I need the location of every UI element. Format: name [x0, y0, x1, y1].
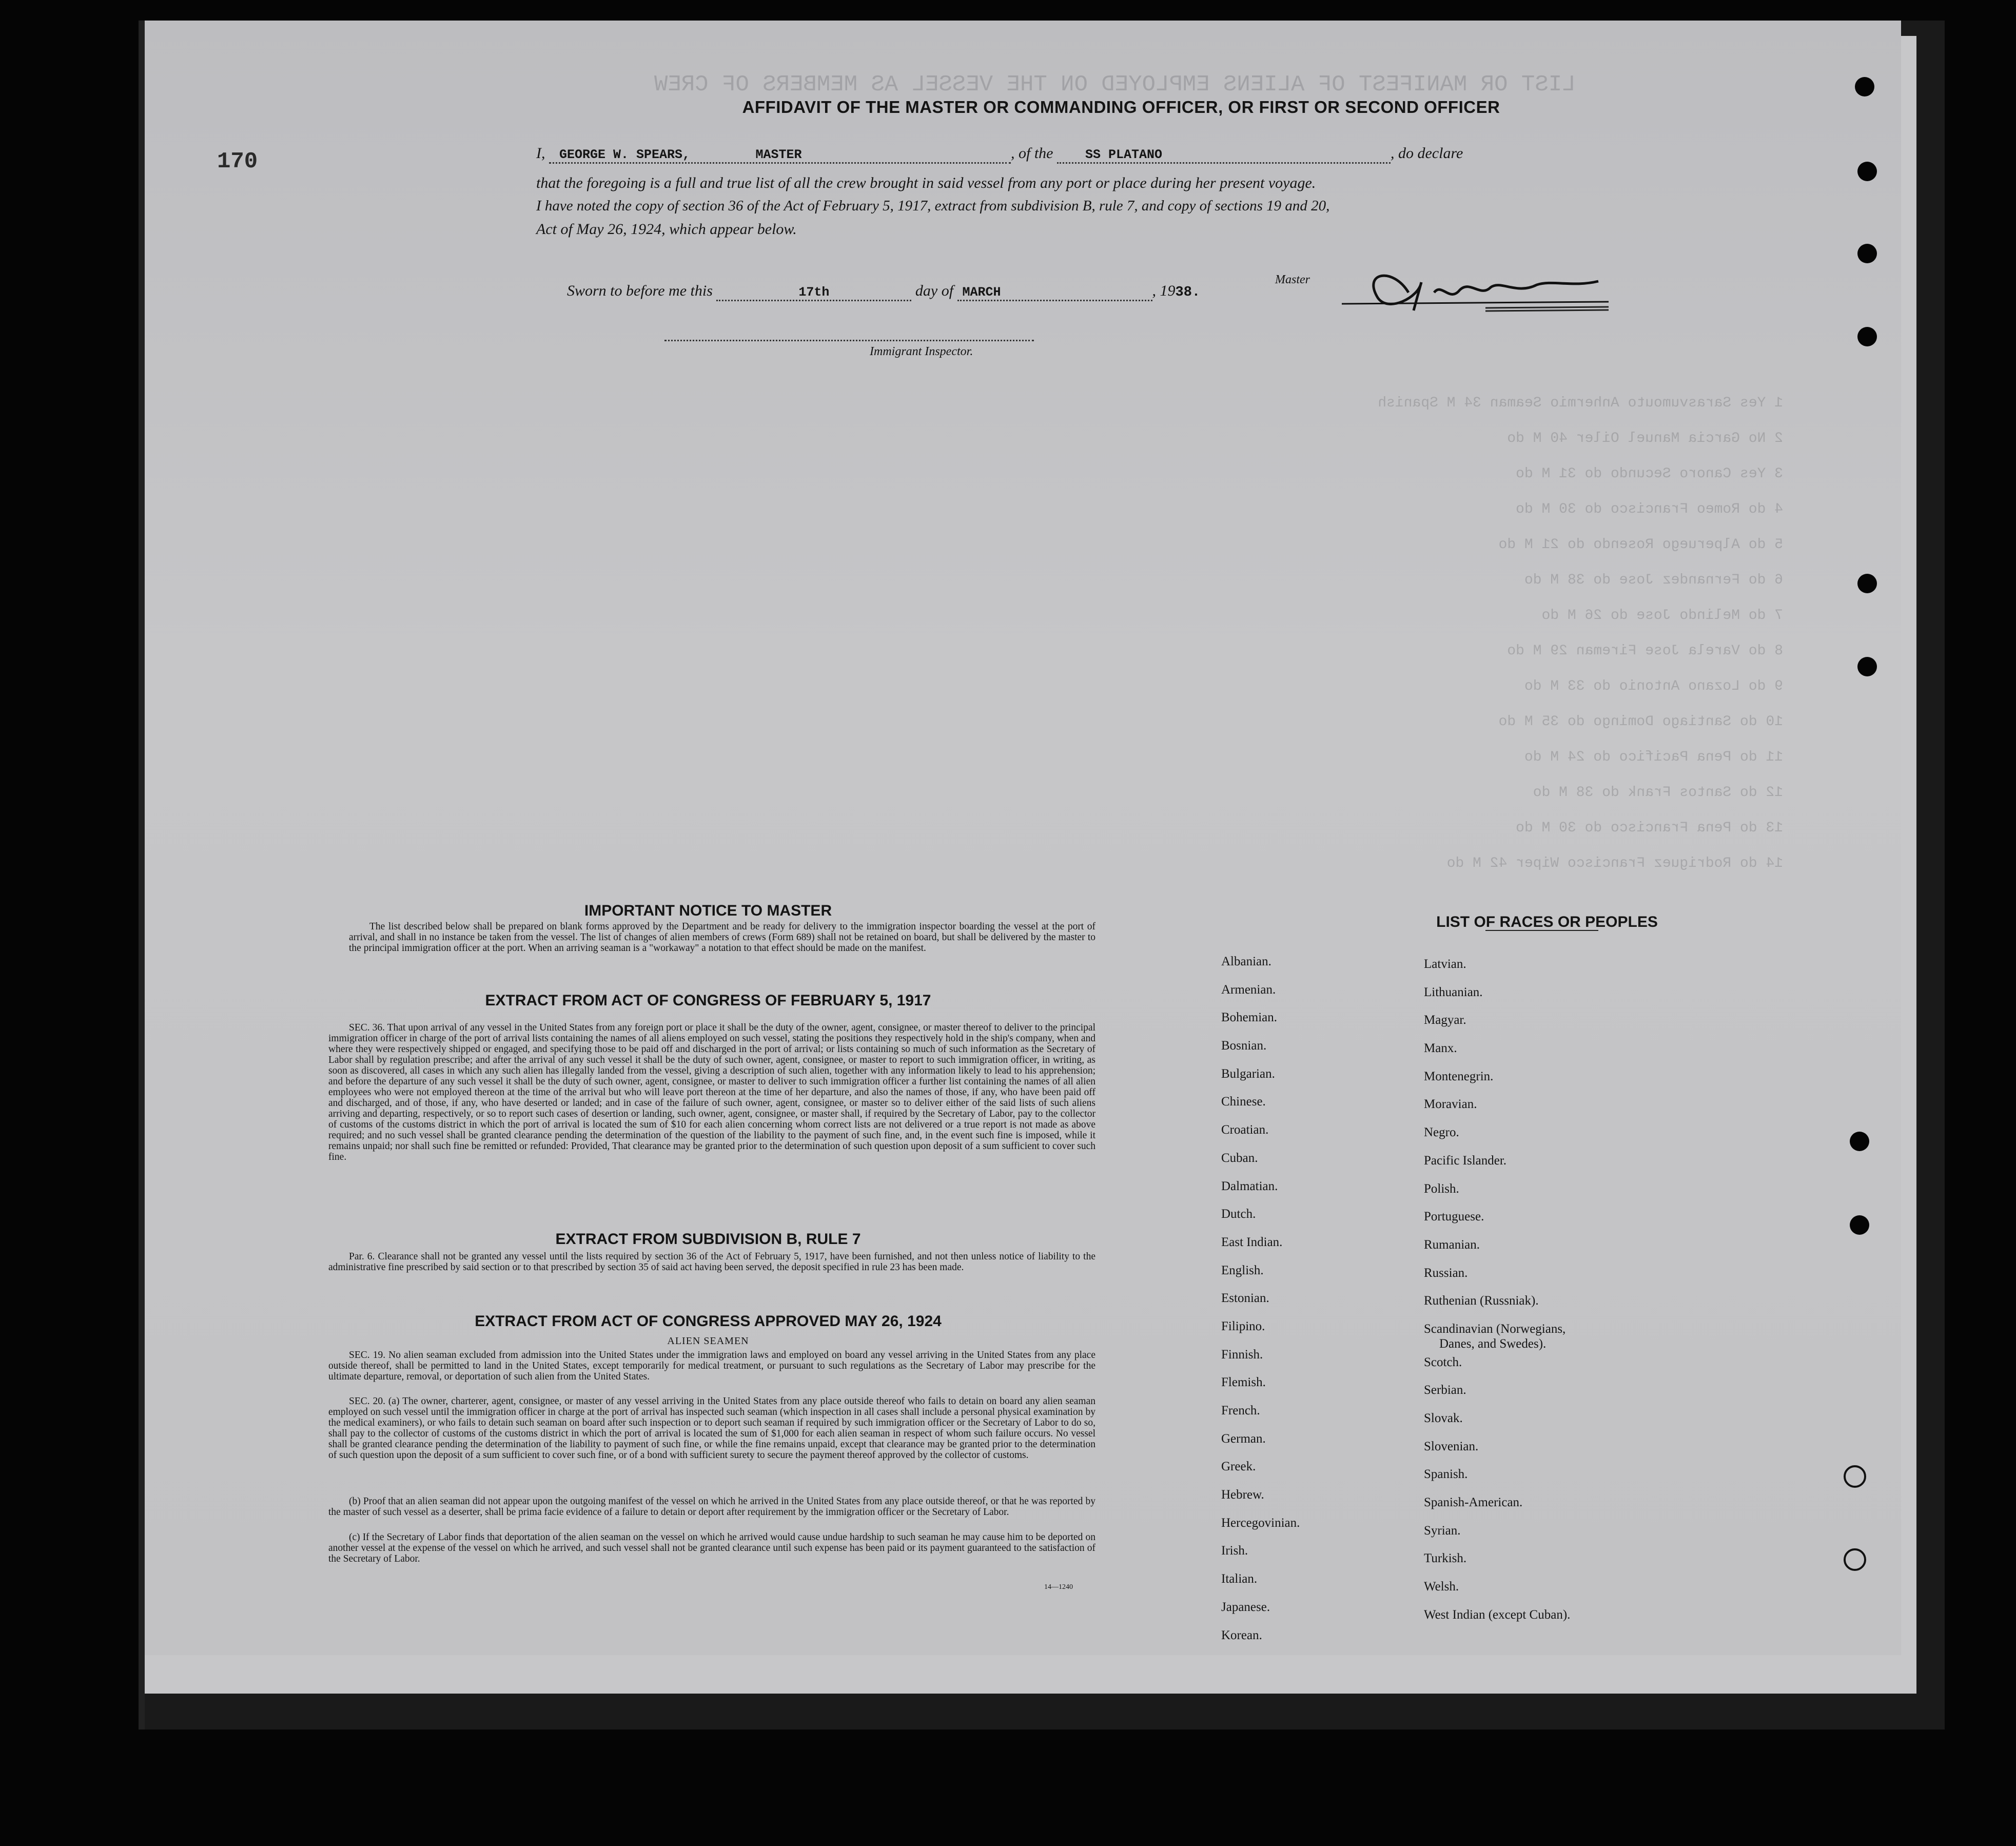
extract-1924-subtitle: ALIEN SEAMEN [667, 1335, 749, 1347]
bleed-through-row: 13 do Pena Francisco do 30 M do [1516, 820, 1783, 836]
race-item: Moravian. [1424, 1097, 1477, 1112]
race-item: Spanish-American. [1424, 1495, 1523, 1510]
affidavit-prefix: I, [536, 145, 545, 162]
bleed-through-row: 2 No Garcia Manuel Oiler 40 M do [1507, 431, 1783, 446]
bleed-through-row: 12 do Santos Frank do 38 M do [1533, 785, 1783, 801]
sworn-day-field [716, 282, 911, 301]
race-item: Greek. [1221, 1460, 1256, 1474]
sworn-month-value: MARCH [962, 285, 1001, 300]
race-item: Spanish. [1424, 1467, 1468, 1482]
race-item: Filipino. [1221, 1319, 1265, 1333]
races-right-column [1424, 957, 1570, 1636]
race-item: Scotch. [1424, 1355, 1462, 1369]
race-item: Negro. [1424, 1125, 1459, 1140]
binding-hole-8 [1850, 1215, 1869, 1235]
race-item: Scandinavian (Norwegians, [1424, 1322, 1566, 1336]
sworn-month-field [957, 282, 1152, 301]
affidavit-line-2: that the foregoing is a full and true list of all the crew brought in said vessel from any port or place during her present voyage. [536, 174, 1316, 191]
race-item: Latvian. [1424, 957, 1466, 971]
extract-1924-title: EXTRACT FROM ACT OF CONGRESS APPROVED MAY 26, 1924 [475, 1313, 942, 1330]
race-item: Estonian. [1221, 1291, 1269, 1306]
race-item: Rumanian. [1424, 1237, 1480, 1252]
day-of-label: day of [915, 282, 954, 299]
race-item: Bosnian. [1221, 1039, 1267, 1053]
race-item: Cuban. [1221, 1151, 1258, 1165]
master-signature [1332, 262, 1619, 318]
bleed-through-row: 14 do Rodriguez Francisco Wiper 42 M do [1446, 856, 1783, 871]
race-item: Armenian. [1221, 982, 1276, 997]
race-item: Polish. [1424, 1181, 1459, 1196]
bleed-through-row: 10 do Santiago Domingo do 35 M do [1498, 714, 1783, 730]
race-item: West Indian (except Cuban). [1424, 1607, 1571, 1622]
binding-hole-2 [1857, 162, 1877, 181]
race-item: Japanese. [1221, 1600, 1270, 1614]
binding-hole-1 [1855, 77, 1874, 96]
bleed-through-row: 6 do Fernandez Jose do 38 M do [1524, 572, 1783, 588]
race-item: Slovak. [1424, 1411, 1463, 1425]
page-number: 170 [217, 149, 258, 174]
race-item: Serbian. [1424, 1383, 1466, 1397]
extract-1924-sec20c: (c) If the Secretary of Labor finds that deportation of the alien seaman on the vessel on which he arrived would cause undue hardship to such seaman he may cause him to be deported on another vessel at the expense of the vessel on which he arrived, and such vessel shall not be granted clearance until such expense has been paid or its payment guaranteed to the satisfaction of the Secretary of Labor. [328, 1532, 1095, 1564]
affidavit-line-4: Act of May 26, 1924, which appear below. [536, 221, 797, 238]
race-item: Manx. [1424, 1041, 1457, 1056]
extract-1917-title: EXTRACT FROM ACT OF CONGRESS OF FEBRUARY 5, 1917 [485, 992, 931, 1009]
bleed-through-row: 8 do Varela Jose Fireman 29 M do [1507, 643, 1783, 659]
race-item: Hercegovinian. [1221, 1515, 1300, 1530]
races-title-rule [1485, 930, 1598, 931]
race-item: Slovenian. [1424, 1439, 1479, 1453]
race-item: English. [1221, 1263, 1264, 1277]
binding-hole-3 [1857, 244, 1877, 263]
races-list-title: LIST OF RACES OR PEOPLES [1436, 914, 1658, 930]
binding-hole-10 [1844, 1548, 1866, 1571]
manifest-page [141, 21, 1901, 1655]
binding-hole-9 [1844, 1465, 1866, 1488]
bleed-through-row: 4 do Romeo Francisco do 30 M do [1516, 501, 1783, 517]
of-the-label: , of the [1011, 145, 1053, 162]
extract-1917-body: SEC. 36. That upon arrival of any vessel in the United States from any foreign port or place it shall be the duty of the owner, agent, consignee, or master thereof to deliver to the principal immigration officer in charge of the port of arrival lists containing the names of all aliens employed on such vessel, stating the positions they respectively hold in the ship's company, when and where they were respectively shipped or engaged, and specifying those to be paid off and discharged in the port of arrival; or lists containing so much of such information as the Secretary of Labor shall by regulation prescribe; and after the arrival of any such vessel it shall be the duty of such owner, agent, consignee, or master to report to such immigration officer, in writing, as soon as discovered, all cases in which any such alien has illegally landed from the vessel, giving a description of such alien, together with any information likely to lead to his apprehension; and before the departure of any such vessel it shall be the duty of such owner, agent, consignee, or master to deliver to such immigration officer a further list containing the names of all alien employees who were not employed thereon at the time of the arrival but who will leave port thereon at the time of her departure, and also the names of those, if any, who have been paid off and discharged, and of those, if any, who have deserted or landed; and in case of the failure of such owner, agent, consignee, or master so to deliver either of the said lists of such aliens arriving and departing, respectively, or so to report such cases of desertion or landing, such owner, agent, consignee, or master shall, if required by the Secretary of Labor, pay to the collector of customs of the customs district in which the port of arrival is located the sum of $10 for each alien concerning whom correct lists are not delivered or a true report is not made as above required; and no such vessel shall be granted clearance pending the determination of the question of the liability to the payment of such fine, and, in the event such fine is imposed, while it remains unpaid; nor shall such fine be remitted or refunded: Provided, That clearance may be granted prior to the determination of such question upon deposit of a sum sufficient to cover such fine. [328, 1022, 1095, 1162]
race-item: Pacific Islander. [1424, 1153, 1507, 1168]
extract-1924-sec19: SEC. 19. No alien seaman excluded from admission into the United States under the immigration laws and employed on board any vessel arriving in the United States from any place outside thereof, shall be permitted to land in the United States, except temporarily for medical treatment, or pursuant to such regulations as the Secretary of Labor may prescribe for the ultimate departure, removal, or deportation of such alien from the United States. [328, 1350, 1095, 1382]
form-number: 14—1240 [1044, 1583, 1073, 1591]
sworn-year-value: 38. [1175, 285, 1201, 300]
race-item: Irish. [1221, 1544, 1248, 1558]
extract-1924-sec20b: (b) Proof that an alien seaman did not appear upon the outgoing manifest of the vessel on which he arrived in the United States from any place outside thereof, or that he was reported by the master of such vessel as a deserter, shall be prima facie evidence of a failure to detain or deport after requirement by the immigration officer or the Secretary of Labor. [328, 1496, 1095, 1518]
master-rank-value: MASTER [755, 147, 802, 162]
race-item: Bohemian. [1221, 1011, 1278, 1025]
extract-1924-sec20a: SEC. 20. (a) The owner, charterer, agent, consignee, or master of any vessel arriving in the United States from any place outside thereof who fails to detain on board any alien seaman employed on such vessel until the immigration officer in charge at the port of arrival has inspected such seaman (which inspection in all cases shall include a personal physical examination by the medical examiners), or who fails to detain such seaman on board after such inspection or to deport such seaman if required by such immigration officer or the Secretary of Labor to do so, shall pay to the collector of customs of the customs district in which the port of arrival is located the sum of $1,000 for each alien seaman in respect of whom such failure occurs. No vessel shall be granted clearance pending the determination of the liability to payment of such fine, or while the fine remains unpaid, except that clearance may be granted prior to the determination of such question upon the deposit of a sum sufficient to cover such fine, or of a bond with sufficient surety to secure the payment thereof approved by the collector of customs. [328, 1396, 1095, 1461]
affidavit-declaration-line [536, 145, 1463, 164]
bleed-through-header: LIST OR MANIFEST OF ALIENS EMPLOYED ON THE VESSEL AS MEMBERS OF CREW [654, 72, 1576, 98]
race-item: Albanian. [1221, 955, 1271, 968]
race-item: Lithuanian. [1424, 985, 1483, 999]
race-item: East Indian. [1221, 1235, 1283, 1249]
race-item: Dalmatian. [1221, 1179, 1278, 1193]
race-item: Danes, and Swedes). [1439, 1336, 1547, 1351]
race-item: Montenegrin. [1424, 1069, 1494, 1083]
race-item: Croatian. [1221, 1123, 1269, 1137]
sworn-line [567, 282, 1200, 301]
year-prefix: , 19 [1152, 282, 1176, 299]
race-item: Welsh. [1424, 1580, 1459, 1594]
race-item: Magyar. [1424, 1013, 1466, 1027]
left-edge-shadow [139, 21, 145, 1730]
vessel-name-value: SS PLATANO [1085, 147, 1163, 162]
race-item: Flemish. [1221, 1375, 1266, 1390]
race-item: Korean. [1221, 1628, 1262, 1642]
bleed-through-row: 3 Yes Canoro Secundo do 31 M do [1516, 466, 1783, 482]
race-item: Italian. [1221, 1572, 1258, 1586]
bleed-through-row: 9 do Lozano Antonio do 33 M do [1524, 678, 1783, 694]
race-item: Portuguese. [1424, 1210, 1484, 1224]
bleed-through-row: 1 Yes Sarasvumouto Anhermio Seaman 34 M Spanish [1378, 395, 1783, 411]
vessel-name-field [1057, 145, 1391, 164]
binding-hole-7 [1850, 1132, 1869, 1151]
race-item: Dutch. [1221, 1207, 1256, 1221]
bleed-through-row: 5 do Alperuego Rosendo do 21 M do [1498, 537, 1783, 553]
notice-title: IMPORTANT NOTICE TO MASTER [584, 902, 832, 919]
master-name-field [549, 145, 1011, 164]
binding-hole-5 [1857, 574, 1877, 593]
bleed-through-row: 7 do Melindo Jose do 26 M do [1541, 608, 1783, 624]
race-item: Chinese. [1221, 1095, 1266, 1109]
race-item: German. [1221, 1431, 1266, 1446]
affidavit-title: AFFIDAVIT OF THE MASTER OR COMMANDING OFFICER, OR FIRST OR SECOND OFFICER [742, 98, 1500, 116]
race-item: Finnish. [1221, 1347, 1263, 1362]
race-item: Russian. [1424, 1266, 1468, 1280]
races-left-column [1221, 955, 1300, 1655]
inspector-signature-line [664, 340, 1034, 341]
bleed-through-row: 11 do Pena Pacifico do 24 M do [1524, 749, 1783, 765]
race-item: Hebrew. [1221, 1488, 1264, 1502]
extract-rule7-title: EXTRACT FROM SUBDIVISION B, RULE 7 [555, 1231, 861, 1248]
extract-rule7-body: Par. 6. Clearance shall not be granted any vessel until the lists required by section 36 of the Act of February 5, 1917, have been furnished, and not then unless notice of liability to the administrative fine prescribed by said section or to that prescribed by section 35 of said act having been served, the deposit specified in rule 23 has been made. [328, 1251, 1095, 1273]
race-item: Ruthenian (Russniak). [1424, 1294, 1539, 1308]
sworn-day-value: 17th [798, 285, 830, 300]
binding-hole-4 [1857, 327, 1877, 346]
race-item: Turkish. [1424, 1551, 1467, 1566]
master-name-value: GEORGE W. SPEARS, [559, 147, 691, 162]
race-item: Bulgarian. [1221, 1066, 1275, 1081]
do-declare-label: , do declare [1391, 145, 1463, 162]
inspector-label: Immigrant Inspector. [870, 345, 973, 358]
sworn-label: Sworn to before me this [567, 282, 713, 299]
binding-hole-6 [1857, 657, 1877, 676]
race-item: Syrian. [1424, 1523, 1461, 1538]
master-signature-label: Master [1275, 273, 1310, 286]
affidavit-line-3: I have noted the copy of section 36 of the Act of February 5, 1917, extract from subdivision B, rule 7, and copy of sections 19 and 20, [536, 198, 1330, 214]
race-item: French. [1221, 1404, 1260, 1417]
notice-body: The list described below shall be prepared on blank forms approved by the Department and be ready for delivery to the immigration inspector boarding the vessel at the port of arrival, and shall in no instance be taken from the vessel. The list of changes of alien members of crews (Form 689) shall not be retained on board, but shall be delivered by the master to the principal immigration officer at the port. When an arriving seaman is a "workaway" a notation to that effect should be made on the manifest. [349, 921, 1095, 954]
